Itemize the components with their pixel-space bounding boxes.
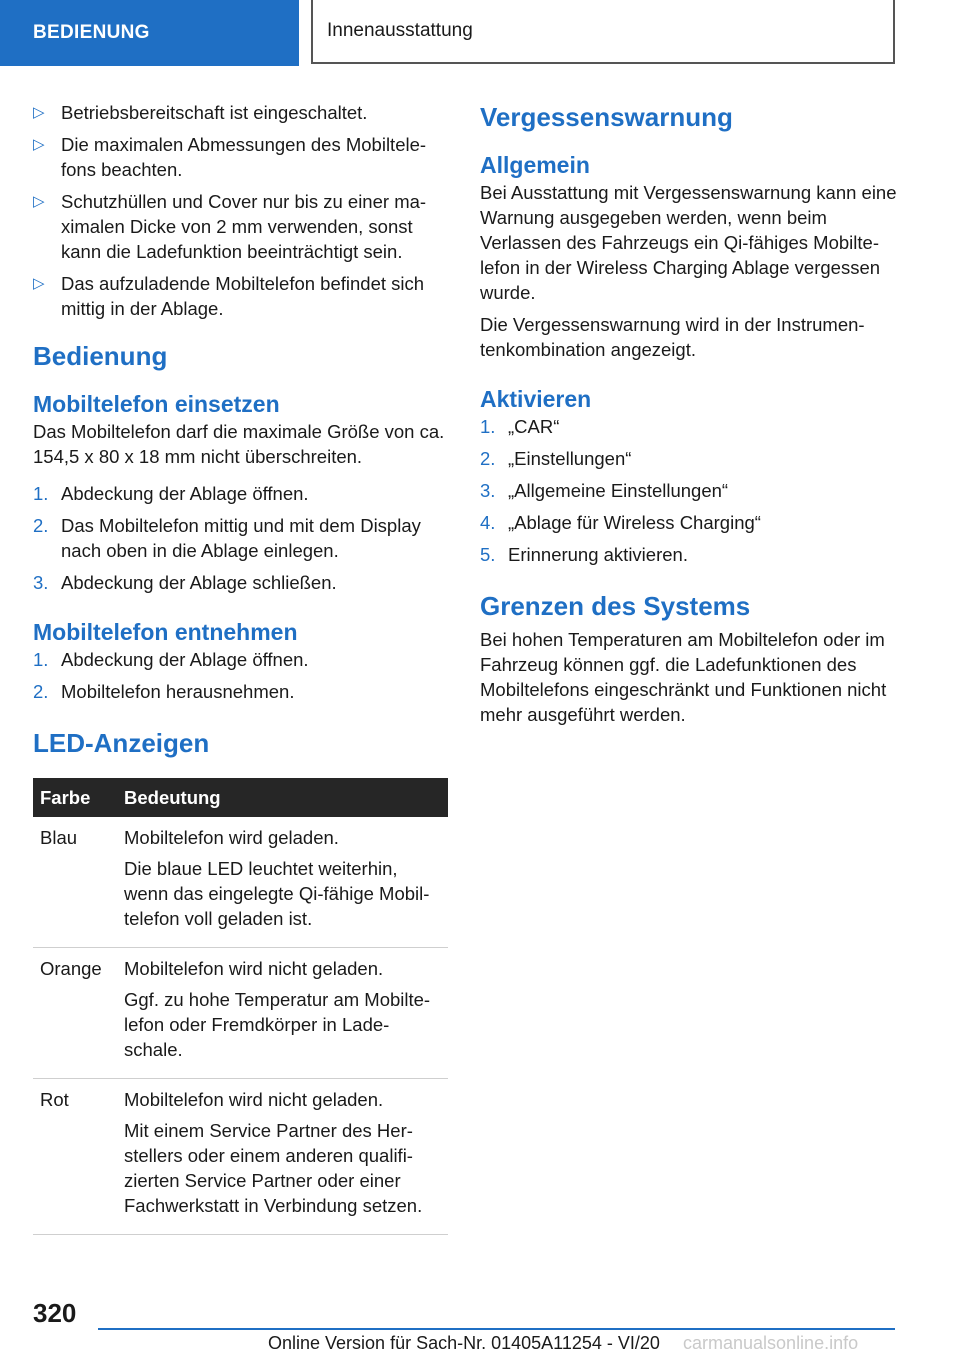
heading-allgemein: Allgemein <box>480 152 590 178</box>
list-item: 2. Mobiltelefon herausnehmen. <box>33 681 295 702</box>
heading-bedienung: Bedienung <box>33 341 168 371</box>
triangle-bullet-icon: ▷ <box>33 104 45 121</box>
list-item: 1. Abdeckung der Ablage öffnen. <box>33 483 309 504</box>
triangle-bullet-icon: ▷ <box>33 275 45 292</box>
page-number: 320 <box>33 1298 77 1328</box>
chapter-title: Innenausstattung <box>311 0 895 64</box>
list-item: 1. „CAR“ <box>480 416 560 437</box>
list-item: 4. „Ablage für Wireless Charging“ <box>480 512 761 533</box>
list-item: ▷ Das aufzuladende Mobiltelefon befindet sich mittig in der Ablage. <box>33 273 425 319</box>
table-row <box>33 817 448 948</box>
list-item: 2. „Einstellungen“ <box>480 448 632 469</box>
heading-grenzen-des-systems: Grenzen des Systems <box>480 591 751 621</box>
heading-mobiltelefon-entnehmen: Mobiltelefon entnehmen <box>33 619 298 645</box>
left-column <box>33 100 448 1235</box>
page-header <box>0 0 960 66</box>
allgemein-paragraph-2: Die Vergessenswarnung wird in der Instrumen- tenkombination angezeigt. <box>480 314 865 360</box>
entnehmen-steps <box>33 647 448 704</box>
heading-aktivieren: Aktivieren <box>480 386 592 412</box>
table-row <box>33 1079 448 1235</box>
list-item: ▷ Schutzhüllen und Cover nur bis zu einer ma- ximalen Dicke von 2 mm verwenden, sonst kann die Ladefunktion beeinträchtigt sein. <box>33 191 427 262</box>
right-column <box>480 100 900 734</box>
einsetzen-steps <box>33 481 448 595</box>
heading-led-anzeigen: LED-Anzeigen <box>33 728 210 758</box>
list-item: 2. Das Mobiltelefon mittig und mit dem Display nach oben in die Ablage einlegen. <box>33 515 421 561</box>
footer-divider <box>98 1328 895 1330</box>
list-item: ▷ Die maximalen Abmessungen des Mobiltele- fons beachten. <box>33 134 427 180</box>
led-table <box>33 778 448 1235</box>
list-item: 1. Abdeckung der Ablage öffnen. <box>33 649 309 670</box>
allgemein-paragraph-1: Bei Ausstattung mit Vergessenswarnung kann eine Warnung ausgegeben werden, wenn beim Verlassen des Fahrzeugs ein Qi-fähiges Mobilte- lefon in der Wireless Charging Ablage vergessen wurde. <box>480 182 897 303</box>
list-item: 3. „Allgemeine Einstellungen“ <box>480 480 729 501</box>
cell-farbe: Blau <box>33 817 117 948</box>
requirements-list <box>33 100 448 321</box>
heading-mobiltelefon-einsetzen: Mobiltelefon einsetzen <box>33 391 280 417</box>
list-item: ▷ Betriebsbereitschaft ist eingeschaltet. <box>33 102 368 123</box>
list-item: 5. Erinnerung aktivieren. <box>480 544 688 565</box>
einsetzen-text: Das Mobiltelefon darf die maximale Größe von ca. 154,5 x 80 x 18 mm nicht überschreiten. <box>33 421 445 467</box>
table-header-row <box>33 778 448 817</box>
section-tab: BEDIENUNG <box>0 0 299 66</box>
watermark: carmanualsonline.info <box>683 1333 859 1353</box>
grenzen-text: Bei hohen Temperaturen am Mobiltelefon oder im Fahrzeug können ggf. die Ladefunktionen des Mobiltelefons eingeschränkt und Funktionen nicht mehr ausgeführt werden. <box>480 629 887 725</box>
column-header-farbe: Farbe <box>33 778 117 817</box>
cell-bedeutung: Mobiltelefon wird nicht geladen. Mit einem Service Partner des Her- stellers oder einem anderen qualifi- zierten Service Partner oder einer Fachwerkstatt in Verbindung setzen. <box>117 1079 448 1235</box>
cell-farbe: Rot <box>33 1079 117 1235</box>
version-text: Online Version für Sach-Nr. 01405A11254 - VI/20 <box>268 1333 660 1353</box>
table-row <box>33 948 448 1079</box>
list-item: 3. Abdeckung der Ablage schließen. <box>33 572 337 593</box>
triangle-bullet-icon: ▷ <box>33 193 45 210</box>
cell-farbe: Orange <box>33 948 117 1079</box>
aktivieren-steps <box>480 414 900 567</box>
cell-bedeutung: Mobiltelefon wird nicht geladen. Ggf. zu hohe Temperatur am Mobilte- lefon oder Fremdkörper in Lade- schale. <box>117 948 448 1079</box>
triangle-bullet-icon: ▷ <box>33 136 45 153</box>
heading-vergessenswarnung: Vergessenswarnung <box>480 102 733 132</box>
column-header-bedeutung: Bedeutung <box>117 778 448 817</box>
cell-bedeutung: Mobiltelefon wird geladen. Die blaue LED leuchtet weiterhin, wenn das eingelegte Qi-fähige Mobil- telefon voll geladen ist. <box>117 817 448 948</box>
